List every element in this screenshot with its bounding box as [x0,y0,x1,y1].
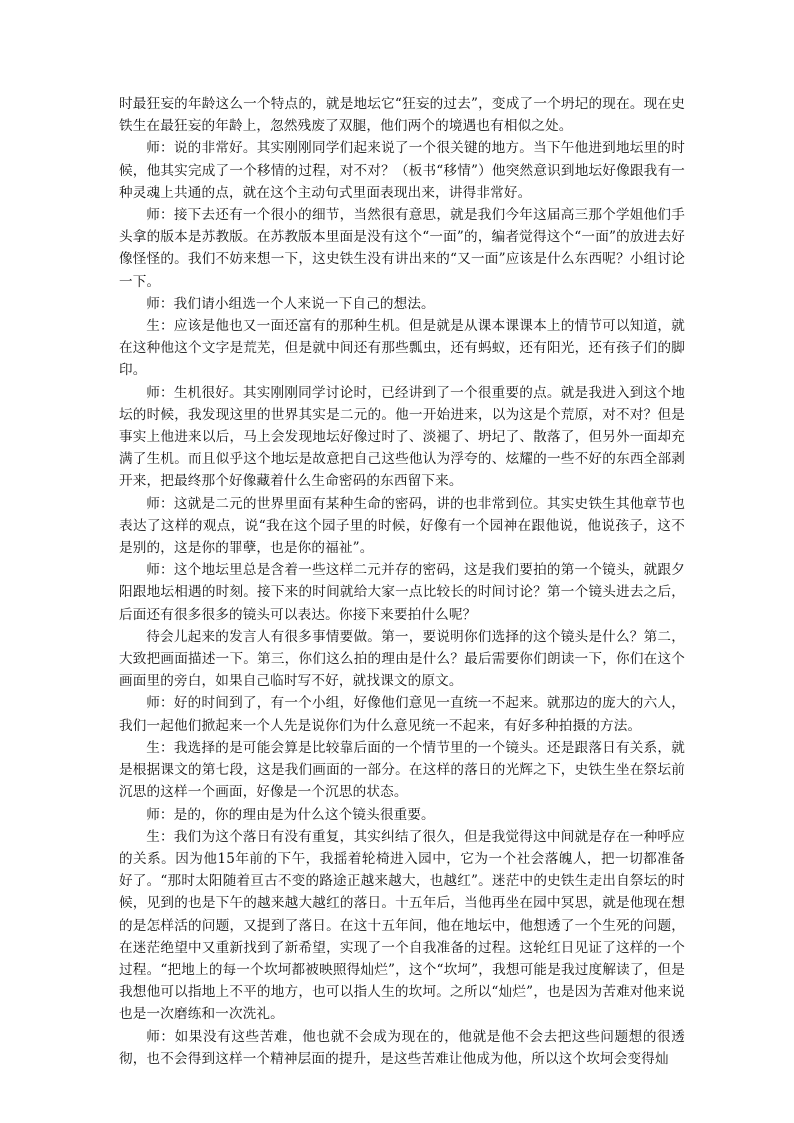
paragraph: 师：这就是二元的世界里面有某种生命的密码，讲的也非常到位。其实史铁生其他章节也表达了这样的观点，说“我在这个园子里的时候，好像有一个园神在跟他说，他说孩子，这不是别的，这是你的罪孽，也是你的福祉”。 [119,495,685,557]
paragraph: 生：我们为这个落日有没有重复，其实纠结了很久，但是我觉得这中间就是存在一种呼应的关系。因为他15年前的下午，我摇着轮椅进入园中，它为一个社会落魄人，把一切都准备好了。“那时太阳随着亘古不变的路途正越来越大，也越红”。迷茫中的史铁生走出自祭坛的时候，见到的也是下午的越来越大越红的落日。十五年后，当他再坐在园中冥思，就是他现在想的是怎样活的问题，又提到了落日。在这十五年间，他在地坛中，他想透了一个生死的问题，在迷茫绝望中又重新找到了新希望，实现了一个自我准备的过程。这轮红日见证了这样的一个过程。“把地上的每一个坎坷都被映照得灿烂”，这个“坎坷”，我想可能是我过度解读了，但是我想他可以指地上不平的地方，也可以指人生的坎坷。之所以“灿烂”，也是因为苦难对他来说也是一次磨练和一次洗礼。 [119,828,685,1023]
paragraph: 师：好的时间到了，有一个小组，好像他们意见一直统一不起来。就那边的庞大的六人，我们一起他们掀起来一个人先是说你们为什么意见统一不起来，有好多种拍摄的方法。 [119,695,685,734]
paragraph: 生：我选择的是可能会算是比较靠后面的一个情节里的一个镜头。还是跟落日有关系，就是根据课文的第七段，这是我们画面的一部分。在这样的落日的光辉之下，史铁生坐在祭坛前沉思的这样一个画面，好像是一个沉思的状态。 [119,739,685,801]
paragraph: 师：如果没有这些苦难，他也就不会成为现在的，他就是他不会去把这些问题想的很透彻，也不会得到这样一个精神层面的提升，是这些苦难让他成为他，所以这个坎坷会变得灿 [119,1028,685,1067]
document-body [119,93,685,1070]
paragraph: 待会儿起来的发言人有很多事情要做。第一，要说明你们选择的这个镜头是什么？第二，大致把画面描述一下。第三，你们这么拍的理由是什么？最后需要你们朗读一下，你们在这个画面里的旁白，如果自己临时写不好，就找课文的原文。 [119,628,685,690]
paragraph: 师：是的，你的理由是为什么这个镜头很重要。 [146,806,435,823]
paragraph: 生：应该是他也又一面还富有的那种生机。但是就是从课本课课本上的情节可以知道，就在这种他这个文字是荒芜，但是就中间还有那些瓢虫，还有蚂蚁，还有阳光，还有孩子们的脚印。 [119,318,685,379]
paragraph: 师：我们请小组选一个人来说一下自己的想法。 [146,295,435,312]
paragraph: 师：说的非常好。其实刚刚同学们起来说了一个很关键的地方。当下午他进到地坛里的时候，他其实完成了一个移情的过程，对不对？（板书“移情”）他突然意识到地坛好像跟我有一种灵魂上共通的点，就在这个主动句式里面表现出来，讲得非常好。 [119,140,685,201]
paragraph: 师：接下去还有一个很小的细节，当然很有意思，就是我们今年这届高三那个学姐他们手头拿的版本是苏教版。在苏教版本里面是没有这个“一面”的，编者觉得这个“一面”的放进去好像怪怪的。我们不妨来想一下，这史铁生没有讲出来的“又一面”应该是什么东西呢？小组讨论一下。 [119,207,685,290]
paragraph: 师：生机很好。其实刚刚同学讨论时，已经讲到了一个很重要的点。就是我进入到这个地坛的时候，我发现这里的世界其实是二元的。他一开始进来，以为这是个荒原，对不对？但是事实上他进来以后，马上会发现地坛好像过时了、淡褪了、坍圮了、散落了，但另外一面却充满了生机。而且似乎这个地坛是故意把自己这些他认为浮夸的、炫耀的一些不好的东西全部剥开来，把最终那个好像藏着什么生命密码的东西留下来。 [119,384,685,490]
paragraph: 师：这个地坛里总是含着一些这样二元并存的密码，这是我们要拍的第一个镜头，就跟夕阳跟地坛相遇的时刻。接下来的时间就给大家一点比较长的时间讨论？第一个镜头进去之后，后面还有很多很多的镜头可以表达。你接下来要拍什么呢？ [119,562,685,623]
paragraph: 时最狂妄的年龄这么一个特点的，就是地坛它“狂妄的过去”，变成了一个坍圮的现在。现在史铁生在最狂妄的年龄上，忽然残废了双腿，他们两个的境遇也有相似之处。 [119,96,685,135]
